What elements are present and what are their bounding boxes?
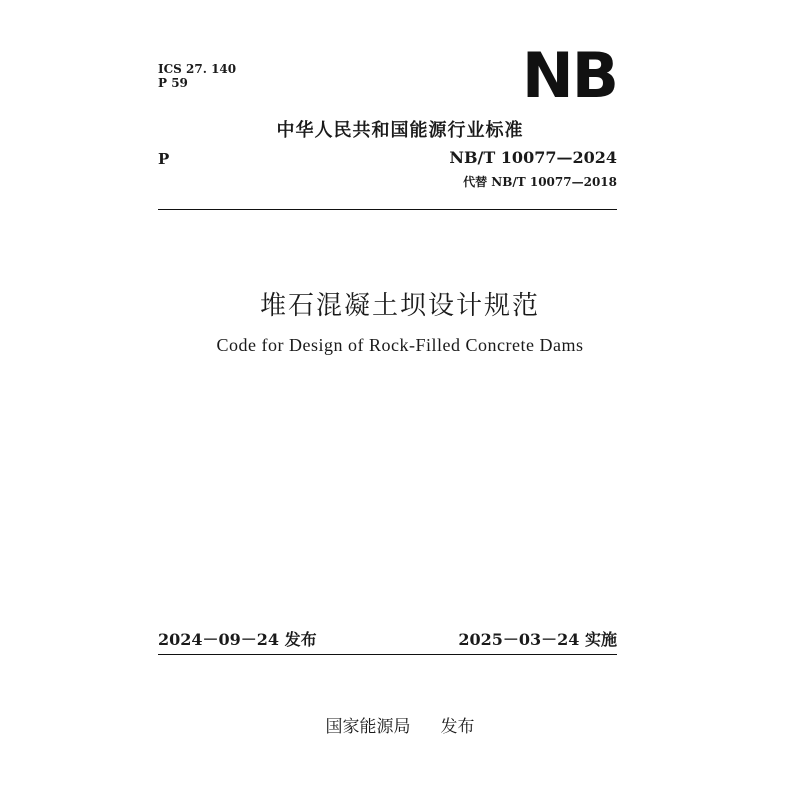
publish-action: 发布 — [440, 717, 475, 737]
publisher-line — [0, 712, 800, 737]
bottom-divider — [158, 654, 617, 655]
replaces-note: 代替 NB/T 10077—2018 — [463, 175, 617, 189]
ics-code-block — [158, 62, 236, 90]
top-divider — [158, 209, 617, 210]
document-title-english: Code for Design of Rock-Filled Concrete Dams — [216, 335, 584, 355]
standard-number: NB/T 10077—2024 — [449, 148, 617, 167]
standard-type-heading: 中华人民共和国能源行业标准 — [276, 120, 524, 141]
issuer-name: 国家能源局 — [325, 717, 411, 737]
p-letter: P — [158, 150, 170, 168]
category-code: P 59 — [158, 76, 188, 90]
effective-date: 2025－03－24 实施 — [458, 630, 617, 649]
ics-code: ICS 27. 140 — [158, 62, 237, 76]
nb-logo: NB — [521, 39, 617, 112]
document-title-chinese: 堆石混凝土坝设计规范 — [259, 291, 540, 321]
issue-date: 2024－09－24 发布 — [158, 630, 317, 649]
